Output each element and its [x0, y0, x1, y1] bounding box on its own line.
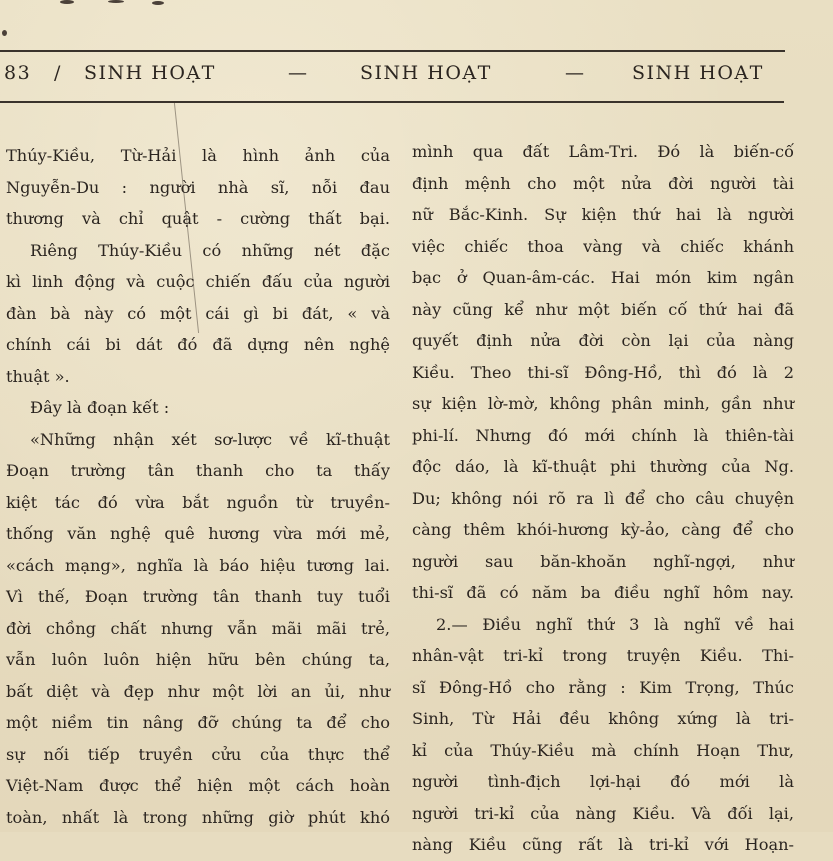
- text-line: đàn bà này có một cái gì bi đát, « và: [6, 303, 390, 323]
- text-line: người tri-kỉ của nàng Kiều. Và đối lại,: [412, 803, 794, 823]
- text-line: việc chiếc thoa vàng và chiếc khánh: [412, 236, 794, 256]
- text-line: bất diệt và đẹp như một lời an ủi, như: [6, 681, 390, 701]
- text-line: kiệt tác đó vừa bắt nguồn từ truyền-: [6, 492, 390, 512]
- text-line: nàng Kiều cũng rất là tri-kỉ với Hoạn-: [412, 835, 794, 854]
- text-line: «cách mạng», nghĩa là báo hiệu tương lai.: [6, 555, 390, 575]
- text-line: nhân-vật tri-kỉ trong truyện Kiều. Thi-: [412, 646, 794, 665]
- text-line: «Những nhận xét sơ-lược về kĩ-thuật: [30, 429, 390, 449]
- text-line: này cũng kể như một biến cố thứ hai đã: [412, 299, 794, 319]
- running-header: [0, 62, 833, 92]
- text-line: Sinh, Từ Hải đều không xứng là tri-: [412, 709, 794, 728]
- text-line: 2.— Điều nghĩ thứ 3 là nghĩ về hai: [436, 614, 794, 634]
- text-line: Nguyễn-Du : người nhà sĩ, nỗi đau: [6, 177, 390, 197]
- left-column: [6, 140, 390, 833]
- text-line: thương và chỉ quật - cường thất bại.: [6, 209, 390, 228]
- ink-speck: [2, 30, 7, 36]
- text-line: Việt-Nam được thể hiện một cách hoàn: [6, 776, 390, 795]
- text-line: sự kiện lờ-mờ, không phân minh, gần như: [412, 394, 794, 413]
- ink-speck: [60, 0, 74, 4]
- text-line: thi-sĩ đã có năm ba điều nghĩ hôm nay.: [412, 583, 794, 602]
- text-line: Thúy-Kiều, Từ-Hải là hình ảnh của: [6, 146, 390, 165]
- text-line: sĩ Đông-Hồ cho rằng : Kim Trọng, Thúc: [412, 677, 794, 697]
- text-line: Đoạn trường tân thanh cho ta thấy: [6, 461, 390, 480]
- text-line: phi-lí. Nhưng đó mới chính là thiên-tài: [412, 425, 794, 445]
- header-dash-2: —: [565, 62, 586, 84]
- header-title-1: SINH HOẠT: [84, 62, 216, 84]
- page-number: 83: [4, 62, 32, 84]
- text-line: kỉ của Thúy-Kiều mà chính Hoạn Thư,: [412, 740, 794, 760]
- header-separator: /: [54, 62, 62, 84]
- text-line: định mệnh cho một nửa đời người tài: [412, 173, 794, 193]
- text-line: chính cái bi dát đó đã dựng nên nghệ: [6, 335, 390, 354]
- ink-speck: [108, 0, 124, 3]
- text-line: thống văn nghệ quê hương vừa mới mẻ,: [6, 524, 390, 543]
- text-line: sự nối tiếp truyền cửu của thực thể: [6, 744, 390, 764]
- text-line: bạc ở Quan-âm-các. Hai món kim ngân: [412, 268, 794, 287]
- top-rule: [0, 50, 785, 52]
- text-line: càng thêm khói-hương kỳ-ảo, càng để cho: [412, 520, 794, 539]
- text-line: Vì thế, Đoạn trường tân thanh tuy tuổi: [6, 587, 390, 606]
- text-line: quyết định nửa đời còn lại của nàng: [412, 331, 794, 350]
- text-line: độc dáo, là kĩ-thuật phi thường của Ng.: [412, 457, 794, 476]
- text-line: người sau băn-khoăn nghĩ-ngợi, như: [412, 551, 794, 571]
- text-line: người tình-địch lợi-hại đó mới là: [412, 772, 794, 791]
- text-line: Du; không nói rõ ra lì để cho câu chuyện: [412, 488, 794, 508]
- text-line: Kiều. Theo thi-sĩ Đông-Hồ, thì đó là 2: [412, 362, 794, 382]
- text-line: kì linh động và cuộc chiến đấu của người: [6, 272, 390, 291]
- text-line: nữ Bắc-Kinh. Sự kiện thứ hai là người: [412, 205, 794, 224]
- text-line: Đây là đoạn kết :: [30, 398, 170, 417]
- text-line: thuật ».: [6, 366, 70, 386]
- header-title-3: SINH HOẠT: [632, 62, 764, 84]
- text-line: mình qua đất Lâm-Tri. Đó là biến-cố: [412, 142, 794, 161]
- header-title-2: SINH HOẠT: [360, 62, 492, 84]
- header-dash-1: —: [288, 62, 309, 84]
- right-column: [412, 136, 794, 861]
- text-line: toàn, nhất là trong những giờ phút khó: [6, 807, 390, 827]
- header-rule: [0, 101, 784, 103]
- text-line: đời chồng chất nhưng vẫn mãi mãi trẻ,: [6, 618, 390, 638]
- text-line: một niềm tin nâng đỡ chúng ta để cho: [6, 713, 390, 732]
- ink-speck: [152, 1, 164, 5]
- text-line: Riêng Thúy-Kiều có những nét đặc: [30, 240, 390, 260]
- text-line: vẫn luôn luôn hiện hữu bên chúng ta,: [6, 650, 390, 669]
